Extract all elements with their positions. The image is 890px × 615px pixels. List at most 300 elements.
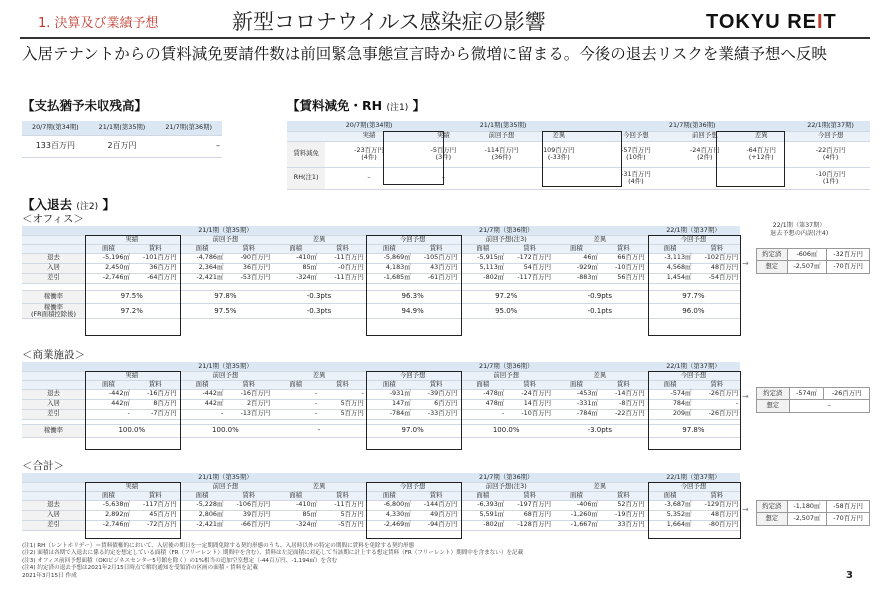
retail-unit-area-4: 面積: [459, 380, 506, 389]
office-unit-rent-0: 賃料: [132, 244, 179, 253]
total-unit-area-0: 面積: [85, 491, 132, 500]
total-unit-area-3: 面積: [366, 491, 413, 500]
rent-sub-0: 実績: [325, 131, 413, 141]
office-rate-cell: -0.1pts: [553, 303, 647, 319]
retail-cell: 147㎡: [366, 399, 413, 409]
office-rate-cell: 94.9%: [366, 303, 460, 319]
retail-cell: -: [459, 409, 506, 419]
retail-cell: 5百万円: [319, 409, 366, 419]
total-cell: 33百万円: [600, 520, 647, 530]
office-spacer: [22, 283, 740, 290]
office-cell: 36百万円: [132, 263, 179, 273]
rent-period-1: 21/1期(第35期): [413, 121, 593, 131]
total-grp-5: 差異: [553, 482, 647, 491]
unpaid-heading: 【支払猶予未収残高】: [22, 98, 148, 113]
retail-side-table: [756, 387, 870, 413]
total-cell: 48百万円: [693, 510, 740, 520]
unpaid-val-0: 133百万円: [22, 135, 89, 157]
total-unit-area-1: 面積: [179, 491, 226, 500]
office-cell: -54百万円: [693, 273, 740, 283]
office-rate-cell: 97.7%: [647, 290, 741, 303]
total-cell: 45百万円: [132, 510, 179, 520]
rent-row2-label: RH(注1): [287, 167, 325, 189]
logo-text-a: TOKYU RE: [706, 11, 817, 33]
retail-rates: [22, 424, 740, 437]
office-rate-cell: 97.2%: [459, 290, 553, 303]
retail-cell: -24百万円: [506, 389, 553, 399]
office-grp-1: 前回予想: [179, 235, 273, 244]
rent-sub-5: 前回予想: [679, 131, 732, 141]
office-cell: 56百万円: [600, 273, 647, 283]
retail-grp-0: 実績: [85, 371, 179, 380]
retail-cell: -33百万円: [413, 409, 460, 419]
total-cell: 49百万円: [413, 510, 460, 520]
office-unit-rent-6: 賃料: [693, 244, 740, 253]
total-cell: -410㎡: [272, 500, 319, 510]
office-cell: -90百万円: [225, 253, 272, 263]
office-cell: -324㎡: [272, 273, 319, 283]
office-rate-cell: 95.0%: [459, 303, 553, 319]
office-rate-row: [22, 303, 740, 319]
office-top-2: 22/1期（第37期）: [647, 226, 741, 235]
rent-r2-c3: [474, 167, 529, 189]
office-side-1-area: -2,507㎡: [787, 261, 827, 273]
rent-r2-c4: [529, 167, 589, 189]
retail-cell: -931㎡: [366, 389, 413, 399]
total-grp-3: 今回予想: [366, 482, 460, 491]
office-top-corner: [22, 226, 85, 235]
office-side-0-rent: -32百万円: [827, 249, 870, 261]
retail-cell: -574㎡: [647, 389, 694, 399]
office-row-label: 退去: [22, 253, 85, 263]
total-cell: -19百万円: [600, 510, 647, 520]
retail-cell: -16百万円: [132, 389, 179, 399]
retail-rate-cell: -: [272, 424, 366, 437]
total-cell: -94百万円: [413, 520, 460, 530]
retail-unit-rent-1: 賃料: [225, 380, 272, 389]
retail-rate-row: [22, 424, 740, 437]
retail-cell: -13百万円: [225, 409, 272, 419]
office-cell: 43百万円: [413, 263, 460, 273]
total-unit-rent-4: 賃料: [506, 491, 553, 500]
office-rate-cell: -0.3pts: [272, 290, 366, 303]
retail-unit-area-2: 面積: [272, 380, 319, 389]
page-title: 新型コロナウイルス感染症の影響: [232, 10, 546, 34]
footnote-2: (注2) 面積は各期で入退去に係る約定を想定している面積（FR（フリーレント）期間中を含む）、賃料は左記面積に対応して当該期に計上する想定賃料（FR（フリーレント）期間中を含まない）を記載: [22, 550, 524, 557]
total-cell: -406㎡: [553, 500, 600, 510]
retail-unit-rent-3: 賃料: [413, 380, 460, 389]
retail-top-corner: [22, 362, 85, 371]
retail-rate-cell: 97.0%: [366, 424, 460, 437]
rent-corner: [287, 121, 325, 131]
office-cell: -11百万円: [319, 253, 366, 263]
moves-heading-text: 【入退去: [22, 197, 73, 212]
office-top-0: 21/1期（第35期）: [85, 226, 366, 235]
rent-r1-c1: -23百万円 (4件): [325, 141, 413, 167]
office-cell: -2,746㎡: [85, 273, 132, 283]
office-cell: -2,421㎡: [179, 273, 226, 283]
total-side-1-label: 想定: [757, 513, 788, 525]
retail-cell: 478㎡: [459, 399, 506, 409]
office-cell: -4,786㎡: [179, 253, 226, 263]
retail-rate-cell: 97.8%: [647, 424, 741, 437]
total-cell: 2,806㎡: [179, 510, 226, 520]
office-cell: -5,869㎡: [366, 253, 413, 263]
retail-rate-cell: 100.0%: [85, 424, 179, 437]
retail-cell: 6百万円: [413, 399, 460, 409]
office-cell: -1,685㎡: [366, 273, 413, 283]
total-row: [22, 520, 740, 530]
office-arrow-icon: →: [742, 259, 749, 268]
total-side-0-label: 約定済: [757, 501, 788, 513]
retail-arrow-icon: →: [742, 392, 749, 401]
office-cell: 5,113㎡: [459, 263, 506, 273]
office-row: [22, 253, 740, 263]
office-side-table: [756, 248, 870, 274]
retail-cell: -: [179, 409, 226, 419]
rent-period-3: 22/1期(第37期): [791, 121, 870, 131]
office-unit-area-2: 面積: [272, 244, 319, 253]
total-cell: -1,667㎡: [553, 520, 600, 530]
rent-r1-c7: -64百万円 (+12件): [731, 141, 791, 167]
office-rate-row: [22, 290, 740, 303]
retail-row: [22, 409, 740, 419]
page-subtitle: 入居テナントからの賃料減免要請件数は前回緊急事態宣言時から微増に留まる。今後の退去リスクを業績予想へ反映: [22, 45, 827, 63]
rent-r1-c5: -57百万円 (10件): [593, 141, 678, 167]
retail-grp-6: 今回予想: [647, 371, 741, 380]
rent-r2-c1: –: [325, 167, 413, 189]
office-grp-5: 差異: [553, 235, 647, 244]
office-cell: -64百万円: [132, 273, 179, 283]
retail-cell: -: [272, 389, 319, 399]
total-cell: -80百万円: [693, 520, 740, 530]
total-cell: 5,352㎡: [647, 510, 694, 520]
total-table: [22, 473, 740, 531]
company-logo: [706, 11, 837, 34]
office-cell: -172百万円: [506, 253, 553, 263]
total-arrow-icon: →: [742, 505, 749, 514]
total-row: [22, 510, 740, 520]
retail-top-2: 22/1期（第37期）: [647, 362, 741, 371]
rent-sub-corner: [287, 131, 325, 141]
total-grp-1: 前回予想: [179, 482, 273, 491]
retail-rate-cell: 100.0%: [459, 424, 553, 437]
total-grp-0: 実績: [85, 482, 179, 491]
total-cell: 5,591㎡: [459, 510, 506, 520]
rent-sub-3: 差異: [529, 131, 589, 141]
total-cell: -144百万円: [413, 500, 460, 510]
retail-cell: -10百万円: [506, 409, 553, 419]
total-cell: 4,330㎡: [366, 510, 413, 520]
logo-bar: I: [816, 11, 824, 33]
rent-row1-label: 賃料減免: [287, 141, 325, 167]
office-unit-rent-2: 賃料: [319, 244, 366, 253]
total-top-corner: [22, 473, 85, 482]
retail-row-label: 退去: [22, 389, 85, 399]
office-grp-6: 今回予想: [647, 235, 741, 244]
footnote-1: (注1) RH（レントホリデー）＝賃料債権的において、入居後の期日を一定期間免除する契約形態のうち、入居時以外の特定の期間に賃料を免除する契約形態: [22, 543, 415, 549]
total-unit-area-4: 面積: [459, 491, 506, 500]
office-cell: -61百万円: [413, 273, 460, 283]
office-rate-cell: 97.5%: [179, 303, 273, 319]
office-cell: -3,113㎡: [647, 253, 694, 263]
office-cell: -105百万円: [413, 253, 460, 263]
total-top-0: 21/1期（第35期）: [85, 473, 366, 482]
office-rate-label: 稼働率: [22, 290, 85, 303]
office-cell: 4,183㎡: [366, 263, 413, 273]
retail-grp-corner: [22, 371, 85, 380]
total-top-2: 22/1期（第37期）: [647, 473, 741, 482]
total-cell: -802㎡: [459, 520, 506, 530]
office-grp-2: 差異: [272, 235, 366, 244]
total-cell: -2,469㎡: [366, 520, 413, 530]
rent-r2-c5: -31百万円 (4件): [593, 167, 678, 189]
total-cell: -129百万円: [693, 500, 740, 510]
rent-heading: [287, 96, 425, 114]
total-cell: -5,638㎡: [85, 500, 132, 510]
retail-cell: 442㎡: [85, 399, 132, 409]
office-rate-label: 稼働率 (FR面積控除後): [22, 303, 85, 319]
total-cell: -324㎡: [272, 520, 319, 530]
total-cell: -5百万円: [319, 520, 366, 530]
office-cell: 1,454㎡: [647, 273, 694, 283]
total-cell: 5百万円: [319, 510, 366, 520]
total-cell: 85㎡: [272, 510, 319, 520]
total-cell: -3,687㎡: [647, 500, 694, 510]
office-side-0-label: 約定済: [757, 249, 788, 261]
office-cell: -11百万円: [319, 273, 366, 283]
rent-sub-1: 実績: [413, 131, 474, 141]
retail-unit-corner: [22, 380, 85, 389]
retail-unit-rent-4: 賃料: [506, 380, 553, 389]
retail-unit-rent-0: 賃料: [132, 380, 179, 389]
moves-heading-end: 】: [102, 197, 115, 212]
retail-unit-area-1: 面積: [179, 380, 226, 389]
total-cell: -5,228㎡: [179, 500, 226, 510]
office-rate-cell: 96.0%: [647, 303, 741, 319]
rent-period-0: 20/7期(第34期): [325, 121, 413, 131]
total-unit-area-2: 面積: [272, 491, 319, 500]
office-unit-rent-1: 賃料: [225, 244, 272, 253]
rent-r1-c4: 109百万円 (-33件): [529, 141, 589, 167]
retail-grp-3: 今回予想: [366, 371, 460, 380]
office-rate-cell: 97.5%: [85, 290, 179, 303]
retail-cell: -: [693, 399, 740, 409]
rent-r1-c3: -114百万円 (36件): [474, 141, 529, 167]
retail-row: [22, 389, 740, 399]
retail-cell: -39百万円: [413, 389, 460, 399]
total-body: [22, 500, 740, 530]
office-cell: -883㎡: [553, 273, 600, 283]
retail-cell: -442㎡: [179, 389, 226, 399]
office-cell: 2,364㎡: [179, 263, 226, 273]
total-cell: -117百万円: [132, 500, 179, 510]
unpaid-col-1: 21/1期(第35期): [89, 121, 156, 135]
retail-cell: 14百万円: [506, 399, 553, 409]
rent-heading-note: (注1): [386, 103, 409, 113]
rent-table: [287, 121, 870, 190]
rent-heading-text: 【賃料減免・RH: [287, 98, 383, 113]
office-grp-3: 今回予想: [366, 235, 460, 244]
retail-cell: 784㎡: [647, 399, 694, 409]
retail-cell: -478㎡: [459, 389, 506, 399]
retail-row: [22, 399, 740, 409]
retail-grp-4: 前回予想: [459, 371, 553, 380]
total-cell: 1,664㎡: [647, 520, 694, 530]
retail-cell: 209㎡: [647, 409, 694, 419]
retail-row-label: 入居: [22, 399, 85, 409]
retail-cell: -442㎡: [85, 389, 132, 399]
office-grp-0: 実績: [85, 235, 179, 244]
total-row-label: 差引: [22, 520, 85, 530]
office-unit-rent-3: 賃料: [413, 244, 460, 253]
creation-date: 2021年3月15日 作成: [22, 572, 77, 579]
office-cell: -5,196㎡: [85, 253, 132, 263]
total-grp-6: 今回予想: [647, 482, 741, 491]
retail-unit-area-6: 面積: [647, 380, 694, 389]
rent-r1-c8: -22百万円 (4件): [791, 141, 870, 167]
retail-rate-label: 稼働率: [22, 424, 85, 437]
total-unit-area-6: 面積: [647, 491, 694, 500]
retail-unit-area-0: 面積: [85, 380, 132, 389]
office-spacer-cell: [22, 283, 740, 290]
total-cell: -1,260㎡: [553, 510, 600, 520]
office-caption: ＜オフィス＞: [22, 213, 84, 225]
moves-heading-note: (注2): [76, 202, 99, 212]
retail-cell: -7百万円: [132, 409, 179, 419]
office-cell: -929㎡: [553, 263, 600, 273]
office-cell: -802㎡: [459, 273, 506, 283]
office-grp-4: 前回予想(注3): [459, 235, 553, 244]
total-caption: ＜合計＞: [22, 460, 64, 472]
total-grp-corner: [22, 482, 85, 491]
office-unit-row: [22, 244, 740, 253]
total-cell: -128百万円: [506, 520, 553, 530]
office-side-1-rent: -70百万円: [827, 261, 870, 273]
rent-period-2: 21/7期(第36期): [593, 121, 791, 131]
office-cell: 46㎡: [553, 253, 600, 263]
total-cell: -2,746㎡: [85, 520, 132, 530]
rent-heading-end: 】: [412, 98, 426, 113]
total-unit-rent-5: 賃料: [600, 491, 647, 500]
retail-unit-area-5: 面積: [553, 380, 600, 389]
retail-cell: -16百万円: [225, 389, 272, 399]
retail-side-0-label: 約定済: [757, 388, 790, 400]
office-rate-cell: -0.3pts: [272, 303, 366, 319]
total-unit-rent-1: 賃料: [225, 491, 272, 500]
total-top-1: 21/7期（第36期）: [366, 473, 647, 482]
office-cell: -410㎡: [272, 253, 319, 263]
office-cell: -0百万円: [319, 263, 366, 273]
office-unit-rent-5: 賃料: [600, 244, 647, 253]
total-cell: -11百万円: [319, 500, 366, 510]
office-unit-area-6: 面積: [647, 244, 694, 253]
retail-grp-2: 差異: [272, 371, 366, 380]
office-side-0-area: -606㎡: [787, 249, 827, 261]
header-divider: [20, 37, 870, 39]
rent-sub-6: 差異: [731, 131, 791, 141]
retail-top-1: 21/7期（第36期）: [366, 362, 647, 371]
retail-cell: -784㎡: [553, 409, 600, 419]
office-rate-cell: 97.8%: [179, 290, 273, 303]
office-cell: -53百万円: [225, 273, 272, 283]
retail-cell: -22百万円: [600, 409, 647, 419]
rent-r1-c2: -5百万円 (3件): [413, 141, 474, 167]
section-label: 1. 決算及び業績予想: [38, 16, 159, 31]
retail-side-0-area: -574㎡: [789, 388, 824, 400]
office-cell: -117百万円: [506, 273, 553, 283]
rent-r2-c8: -10百万円 (1件): [791, 167, 870, 189]
rent-sub-4: 今回予想: [593, 131, 678, 141]
total-side-1-rent: -70百万円: [827, 513, 870, 525]
total-side-0-area: -1,180㎡: [787, 501, 827, 513]
total-cell: 68百万円: [506, 510, 553, 520]
office-row-label: 入居: [22, 263, 85, 273]
footnotes: [22, 543, 523, 580]
total-unit-corner: [22, 491, 85, 500]
office-side-title: 22/1期（第37期） 退去予想の内訳(注4): [770, 222, 829, 238]
office-cell: -10百万円: [600, 263, 647, 273]
retail-unit-rent-5: 賃料: [600, 380, 647, 389]
office-cell: 2,450㎡: [85, 263, 132, 273]
retail-cell: -8百万円: [600, 399, 647, 409]
office-row: [22, 263, 740, 273]
rent-r1-c6: -24百万円 (2件): [679, 141, 732, 167]
office-rate-cell: 96.3%: [366, 290, 460, 303]
unpaid-table: [22, 121, 222, 158]
total-row-label: 退去: [22, 500, 85, 510]
retail-grp-1: 前回予想: [179, 371, 273, 380]
retail-cell: 5百万円: [319, 399, 366, 409]
total-unit-rent-6: 賃料: [693, 491, 740, 500]
retail-cell: -14百万円: [600, 389, 647, 399]
total-row-label: 入居: [22, 510, 85, 520]
total-cell: -2,421㎡: [179, 520, 226, 530]
retail-grp-5: 差異: [553, 371, 647, 380]
page-number: 3: [846, 570, 853, 581]
retail-cell: -26百万円: [693, 389, 740, 399]
total-cell: -6,393㎡: [459, 500, 506, 510]
retail-row-label: 差引: [22, 409, 85, 419]
total-unit-row: [22, 491, 740, 500]
retail-side-1-area: –: [789, 400, 869, 412]
unpaid-col-2: 21/7期(第36期): [155, 121, 222, 135]
office-cell: 36百万円: [225, 263, 272, 273]
unpaid-val-2: –: [155, 135, 222, 157]
office-rate-cell: 97.2%: [85, 303, 179, 319]
footnote-3: (注3) オフィス前回予想面積（OKIビジネスセンター5号館を除く）の1%相当の追加空室想定（-44百万円、-1,194㎡）を含む: [22, 557, 338, 564]
rent-sub-2: 前回予想: [474, 131, 529, 141]
office-unit-area-1: 面積: [179, 244, 226, 253]
office-grp-corner: [22, 235, 85, 244]
rent-sub-7: 今回予想: [791, 131, 870, 141]
office-unit-rent-4: 賃料: [506, 244, 553, 253]
office-cell: 85㎡: [272, 263, 319, 273]
office-rates: [22, 290, 740, 319]
total-unit-rent-3: 賃料: [413, 491, 460, 500]
office-unit-corner: [22, 244, 85, 253]
total-cell: 2,892㎡: [85, 510, 132, 520]
office-unit-area-0: 面積: [85, 244, 132, 253]
rent-r2-c6: [679, 167, 732, 189]
total-side-table: [756, 500, 870, 526]
unpaid-col-0: 20/7期(第34期): [22, 121, 89, 135]
office-cell: 4,568㎡: [647, 263, 694, 273]
retail-body: [22, 389, 740, 419]
retail-rate-cell: 100.0%: [179, 424, 273, 437]
office-cell: 66百万円: [600, 253, 647, 263]
office-row: [22, 273, 740, 283]
